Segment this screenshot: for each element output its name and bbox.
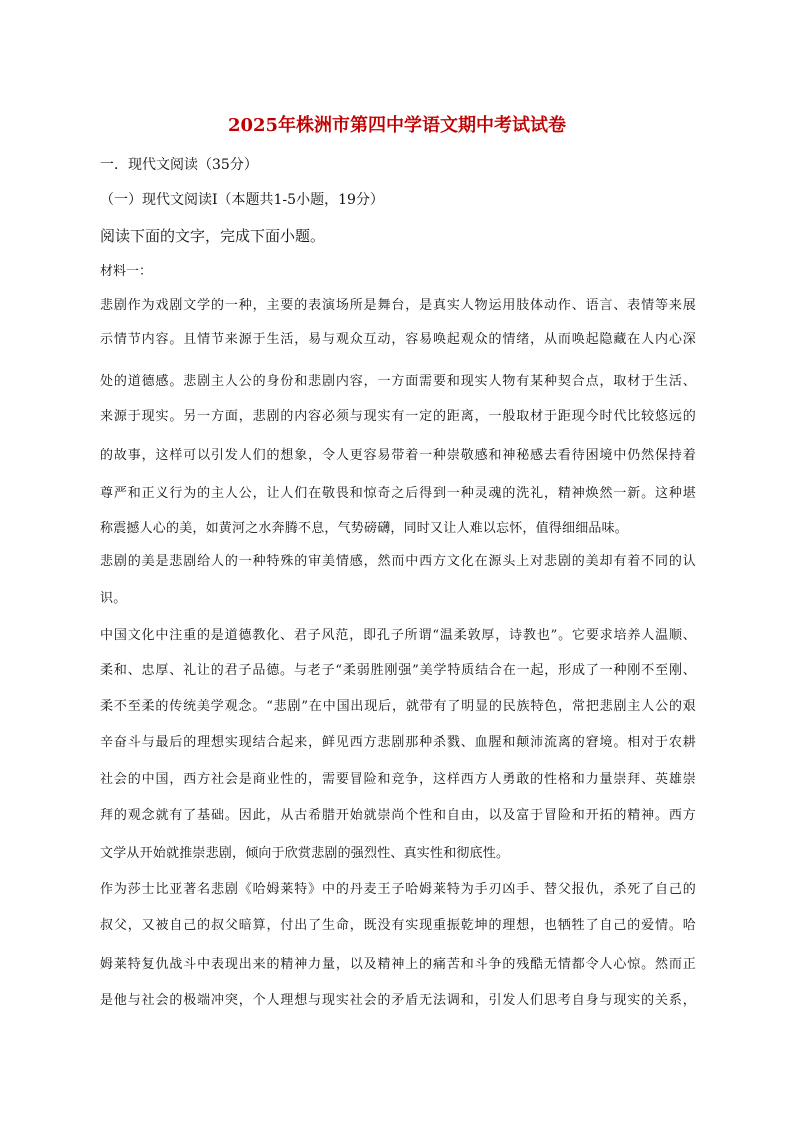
material-label: 材料一： — [100, 264, 153, 279]
paragraph-3-line: 辛奋斗与最后的理想实现结合起来，鲜见西方悲剧那种杀戮、血腥和颠沛流离的窘境。相对于农耕 — [100, 735, 696, 750]
reading-instruction: 阅读下面的文字，完成下面小题。 — [100, 227, 326, 245]
subsection-heading: （一）现代文阅读Ⅰ（本题共1-5小题，19分） — [100, 192, 384, 208]
exam-title: 2025年株洲市第四中学语文期中考试试卷 — [227, 115, 567, 136]
paragraph-2-line: 悲剧的美是悲剧给人的一种特殊的审美情感，然而中西方文化在源头上对悲剧的美却有着不同的认 — [100, 554, 696, 569]
paragraph-4-line: 作为莎士比亚著名悲剧《哈姆莱特》中的丹麦王子哈姆莱特为手刃凶手、替父报仇，杀死了自己的 — [100, 882, 696, 897]
paragraph-4-line: 是他与社会的极端冲突，个人理想与现实社会的矛盾无法调和，引发人们思考自身与现实的关系， — [100, 993, 696, 1008]
paragraph-1-line: 尊严和正义行为的主人公，让人们在敬畏和惊奇之后得到一种灵魂的洗礼，精神焕然一新。这种堪 — [100, 486, 696, 501]
paragraph-3-line: 柔和、忠厚、礼让的君子品德。与老子“柔弱胜刚强”美学特质结合在一起，形成了一种刚不至刚、 — [100, 663, 696, 678]
paragraph-1-line: 悲剧作为戏剧文学的一种，主要的表演场所是舞台，是真实人物运用肢体动作、语言、表情等来展 — [100, 298, 696, 313]
paragraph-3-line: 中国文化中注重的是道德教化、君子风范，即孔子所谓“温柔敦厚，诗教也”。它要求培养人温顺、 — [100, 628, 696, 643]
paragraph-2-line: 识。 — [100, 591, 127, 606]
paragraph-1-line: 称震撼人心的美，如黄河之水奔腾不息，气势磅礴，同时又让人难以忘怀，值得细细品味。 — [100, 521, 629, 536]
paragraph-3-line: 文学从开始就推崇悲剧，倾向于欣赏悲剧的强烈性、真实性和彻底性。 — [100, 846, 510, 861]
paragraph-3-line: 拜的观念就有了基础。因此，从古希腊开始就崇尚个性和自由，以及富于冒险和开拓的精神。西方 — [100, 808, 696, 823]
paragraph-3-line: 社会的中国，西方社会是商业性的，需要冒险和竞争，这样西方人勇敢的性格和力量崇拜、英雄崇 — [100, 772, 696, 787]
paragraph-4-line: 叔父，又被自己的叔父暗算，付出了生命，既没有实现重振乾坤的理想，也牺牲了自己的爱情。哈 — [100, 918, 696, 933]
paragraph-3-line: 柔不至柔的传统美学观念。“悲剧”在中国出现后，就带有了明显的民族特色，常把悲剧主人公的艰 — [100, 699, 696, 714]
paragraph-1-line: 示情节内容。且情节来源于生活，易与观众互动，容易唤起观众的情绪，从而唤起隐藏在人内心深 — [100, 332, 696, 347]
paragraph-1-line: 来源于现实。另一方面，悲剧的内容必须与现实有一定的距离，一般取材于距现今时代比较悠远的 — [100, 409, 696, 424]
paragraph-4-line: 姆莱特复仇战斗中表现出来的精神力量，以及精神上的痛苦和斗争的残酷无情都令人心惊。然而正 — [100, 957, 696, 972]
paragraph-1-line: 的故事，这样可以引发人们的想象，令人更容易带着一种崇敬感和神秘感去看待困境中仍然保持着 — [100, 448, 696, 463]
section-heading: 一．现代文阅读（35分） — [100, 157, 258, 173]
paragraph-1-line: 处的道德感。悲剧主人公的身份和悲剧内容，一方面需要和现实人物有某种契合点，取材于生活、 — [100, 374, 696, 389]
